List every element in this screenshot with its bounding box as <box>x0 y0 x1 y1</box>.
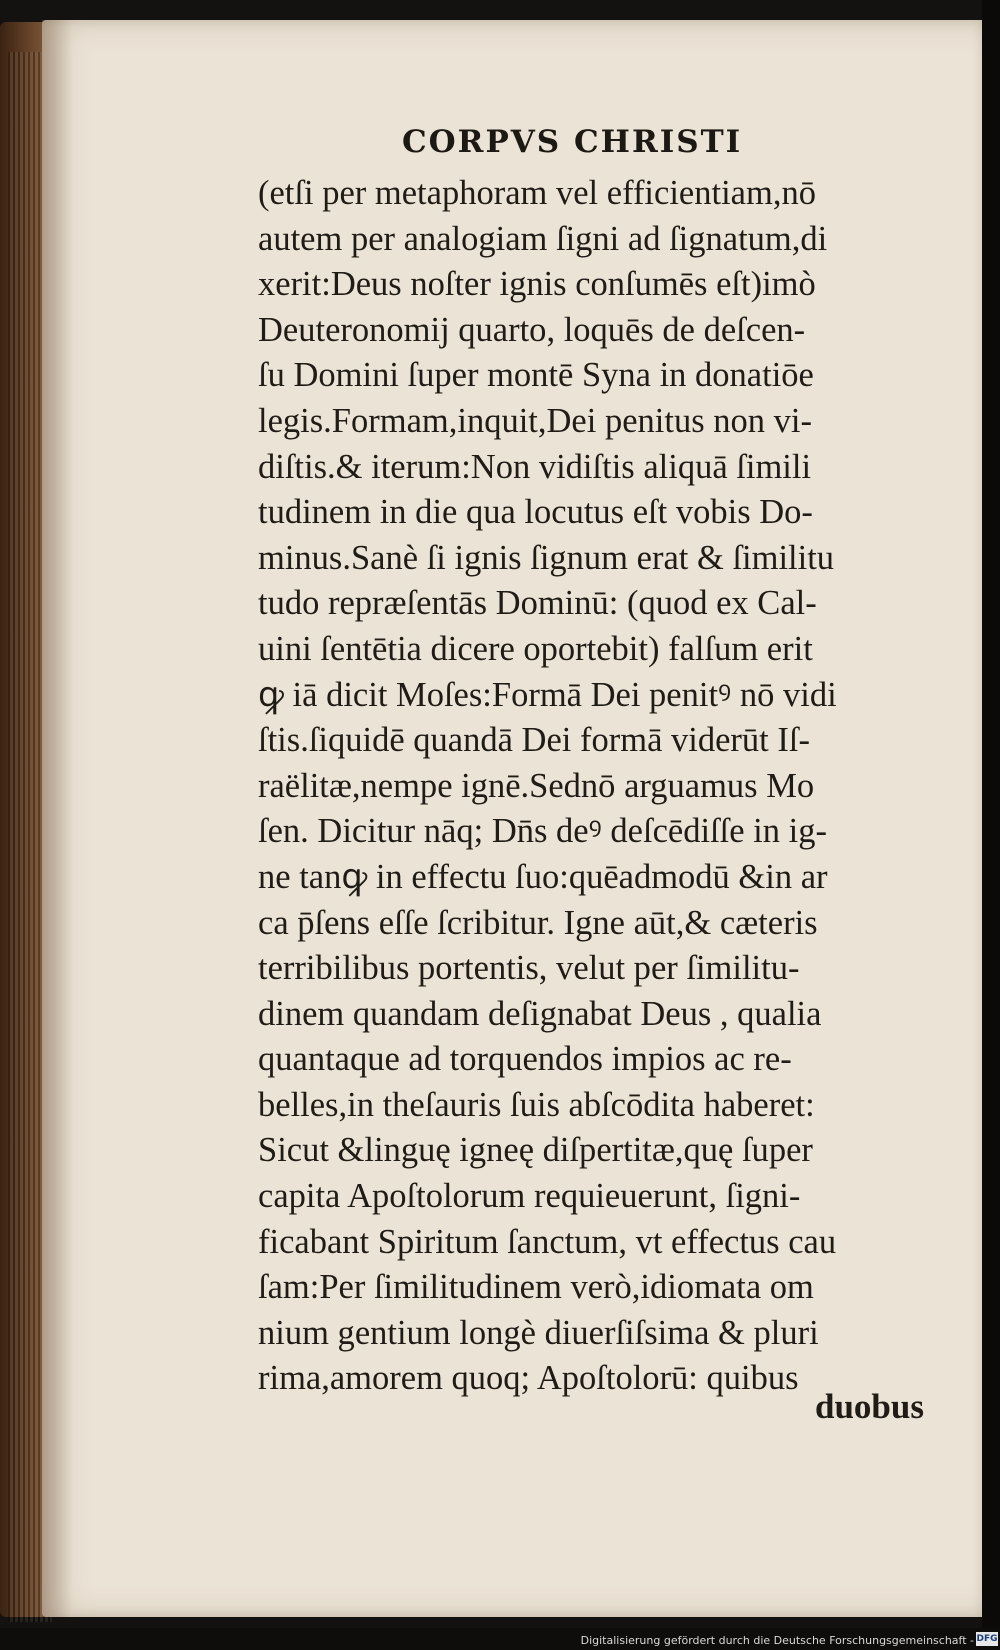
text-line: raëlitæ,nempe ignē.Sednō arguamus Mo <box>258 765 815 805</box>
text-line: autem per analogiam ſigni ad ſignatum,di <box>258 218 828 258</box>
text-line: legis.Formam,inquit,Dei penitus non vi- <box>258 400 812 440</box>
running-header: CORPVS CHRISTI <box>402 124 743 160</box>
text-line: ſtis.ſiquidē quandā Dei formā viderūt Iſ- <box>258 720 810 760</box>
text-line: rima,amorem quoq; Apoſtolorū: quibus <box>258 1358 799 1398</box>
text-line: tudinem in die qua locutus eſt vobis Do- <box>258 492 813 532</box>
text-line: diſtis.& iterum:Non vidiſtis aliquā ſimili <box>258 446 812 486</box>
page-gutter-shadow <box>42 20 72 1617</box>
catchword: duobus <box>815 1387 924 1426</box>
text-line: ca p̄ſens eſſe ſcribitur. Igne aūt,& cæteris <box>258 902 818 942</box>
text-line: nium gentium longè diuerſiſsima & pluri <box>258 1312 819 1352</box>
text-line: ficabant Spiritum ſanctum, vt effectus cau <box>258 1221 837 1261</box>
digitization-credit: Digitalisierung gefördert durch die Deutsche Forschungsgemeinschaft - <box>580 1634 974 1647</box>
text-line: xerit:Deus noſter ignis conſumēs eſt)imò <box>258 264 816 304</box>
text-line: Sicut &linguę igneę diſpertitæ,quę ſuper <box>258 1130 813 1170</box>
text-line: quantaque ad torquendos impios ac re- <box>258 1039 792 1079</box>
footer-strip <box>0 1628 1000 1650</box>
dfg-logo: DFG <box>976 1634 998 1644</box>
text-line: belles,in theſauris ſuis abſcōdita haberet: <box>258 1084 815 1124</box>
text-line: ſu Domini ſuper montē Syna in donatiōe <box>258 355 814 395</box>
text-line: ſam:Per ſimilitudinem verò,idiomata om <box>258 1267 814 1307</box>
text-line: ne tanꝙ in effectu ſuo:quēadmodū &in ar <box>258 856 828 896</box>
text-line: capita Apoſtolorum requieuerunt, ſigni- <box>258 1176 801 1216</box>
text-line: uini ſentētia dicere oportebit) falſum erit <box>258 628 813 668</box>
text-line: Deuteronomij quarto, loquēs de deſcen- <box>258 309 806 349</box>
text-line: terribilibus portentis, velut per ſimilitu- <box>258 948 800 988</box>
text-line: ꝙ iā dicit Moſes:Formā Dei penitꝰ nō vidi <box>258 674 837 714</box>
text-line: dinem quandam deſignabat Deus , qualia <box>258 993 822 1033</box>
text-line: (etſi per metaphoram vel efficientiam,nō <box>258 173 816 212</box>
text-line: tudo repræſentās Dominū: (quod ex Cal- <box>258 583 817 623</box>
text-line: ſen. Dicitur nāq; Dn̄s deꝰ deſcēdiſſe in ig- <box>258 811 827 851</box>
text-line: minus.Sanè ſi ignis ſignum erat & ſimilitu <box>258 537 835 577</box>
body-text <box>258 170 968 1401</box>
right-margin-shadow <box>982 0 1000 1650</box>
